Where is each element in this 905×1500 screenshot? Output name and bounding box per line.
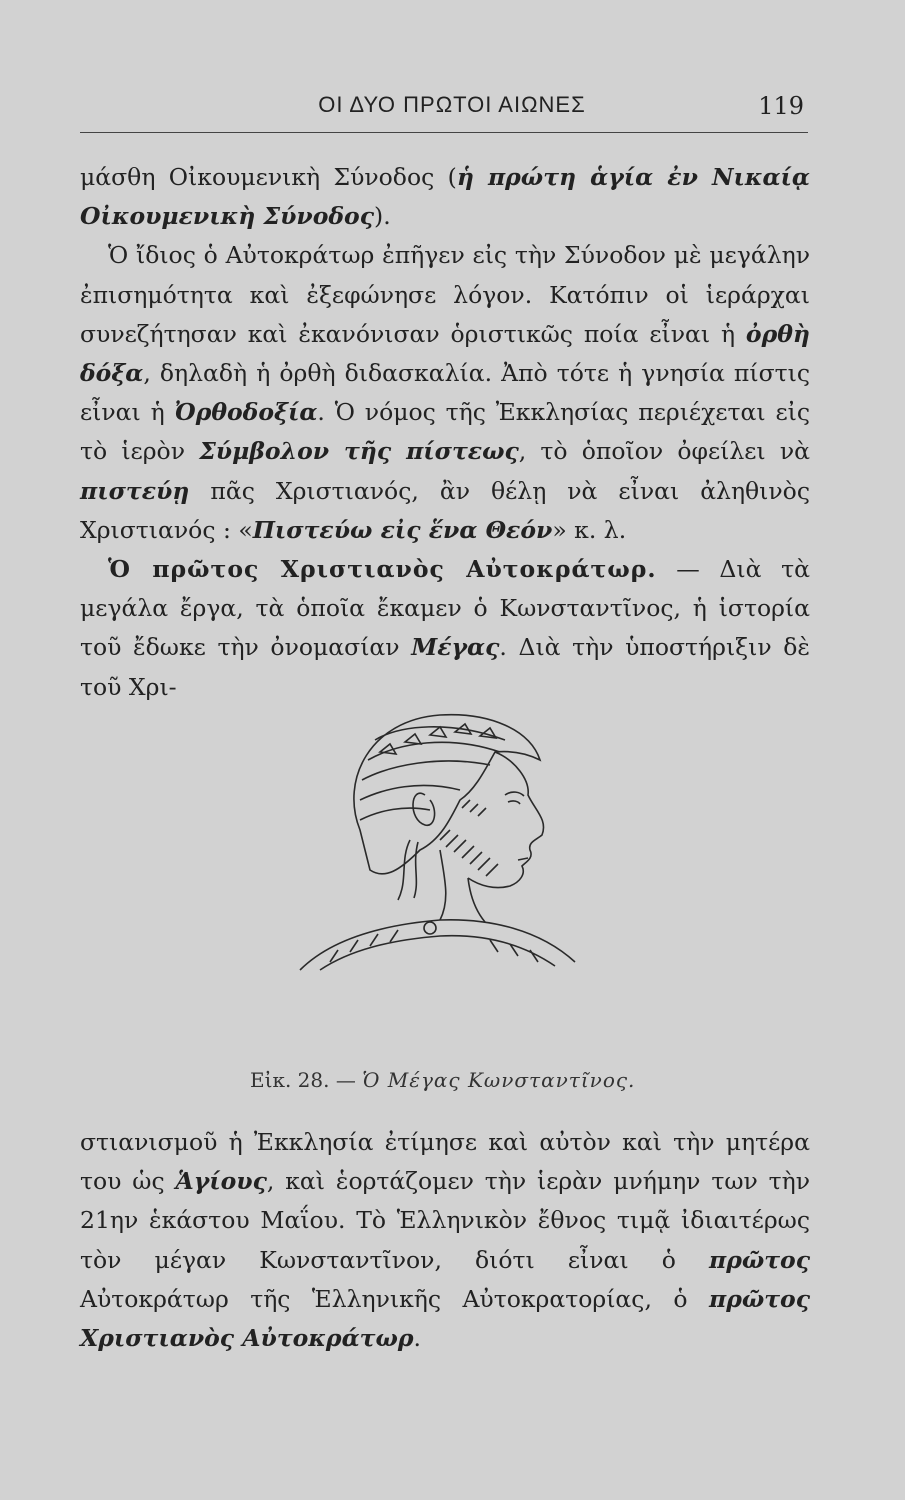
figure-caption <box>250 1068 670 1092</box>
running-head: ΟΙ ΔΥΟ ΠΡΩΤΟΙ ΑΙΩΝΕΣ <box>318 92 586 117</box>
emphasis-text: Μέγας <box>411 633 500 662</box>
caption-prefix: Εἰκ. 28. — <box>250 1068 363 1092</box>
paragraph-2: Ὁ ἴδιος ὁ Αὐτοκράτωρ ἐπῆγεν εἰς τὴν Σύνοδον μὲ μεγάλην ἐπισημότητα καὶ ἐξεφώνησε λόγον. Κατόπιν οἱ ἱεράρχαι συνεζήτησαν καὶ ἐκανόνισαν ὁριστικῶς ποία εἶναι ἡ ὀρθὴ δόξα, δηλαδὴ ἡ ὀρθὴ διδασκαλία. Ἀπὸ τότε ἡ γνησία πίστις εἶναι ἡ Ὀρθοδοξία. Ὁ νόμος τῆς Ἐκκλησίας περιέχεται εἰς τὸ ἱερὸν Σύμβολον τῆς πίστεως, τὸ ὁποῖον ὀφείλει νὰ πιστεύῃ πᾶς Χριστιανός, ἂν θέλῃ νὰ εἶναι ἀληθινὸς Χριστιανός : «Πιστεύω εἰς ἕνα Θεόν» κ. λ. <box>80 241 810 544</box>
emphasis-text: Ἁγίους <box>175 1167 267 1196</box>
emphasis-text: πρῶτος <box>709 1245 810 1274</box>
paragraph-1: μάσθη Οἰκουμενικὴ Σύνοδος (ἡ πρώτη ἁγία ἐν Νικαίᾳ Οἰκουμενικὴ Σύνοδος). <box>80 163 810 231</box>
caption-title: Ὁ Μέγας Κωνσταντῖνος. <box>362 1068 636 1092</box>
text-block-bottom <box>80 1123 810 1358</box>
emphasis-text: Σύμβολον τῆς πίστεως <box>199 437 519 466</box>
constantine-portrait <box>290 700 580 980</box>
text-block-top <box>80 158 810 707</box>
emphasis-text: ὀρθὴ δόξα <box>80 319 810 388</box>
emphasis-text: ἡ πρώτη ἁγία ἐν Νικαίᾳ Οἰκουμενικὴ Σύνοδος <box>80 163 810 231</box>
emphasis-text: πιστεύῃ <box>80 476 190 505</box>
emphasis-text: Πιστεύω εἰς ἕνα Θεόν <box>252 515 553 544</box>
paragraph-3: Ὁ πρῶτος Χριστιανὸς Αὐτοκράτωρ. — Διὰ τὰ μεγάλα ἔργα, τὰ ὁποῖα ἔκαμεν ὁ Κωνσταντῖνος, ἡ ἱστορία τοῦ ἔδωκε τὴν ὀνομασίαν Μέγας. Διὰ τὴν ὑποστήριξιν δὲ τοῦ Χρι- <box>80 555 810 701</box>
section-title: Ὁ πρῶτος Χριστιανὸς Αὐτοκράτωρ. <box>108 555 657 584</box>
portrait-figure <box>290 700 580 980</box>
paragraph-4: στιανισμοῦ ἡ Ἐκκλησία ἐτίμησε καὶ αὐτὸν καὶ τὴν μητέρα του ὡς Ἁγίους, καὶ ἑορτάζομεν τὴν ἱερὰν μνήμην των τὴν 21ην ἑκάστου Μαΐου. Τὸ Ἑλληνικὸν ἔθνος τιμᾷ ἰδιαιτέρως τὸν μέγαν Κωνσταντῖνον, διότι εἶναι ὁ πρῶτος Αὐτοκράτωρ τῆς Ἑλληνικῆς Αὐτοκρατορίας, ὁ πρῶτος Χριστιανὸς Αὐτοκράτωρ. <box>80 1128 810 1353</box>
page-number: 119 <box>758 92 804 120</box>
emphasis-text: Ὀρθοδοξία <box>174 398 318 427</box>
emphasis-text: πρῶτος Χριστιανὸς Αὐτοκράτωρ <box>80 1284 810 1353</box>
page-header <box>80 88 808 133</box>
